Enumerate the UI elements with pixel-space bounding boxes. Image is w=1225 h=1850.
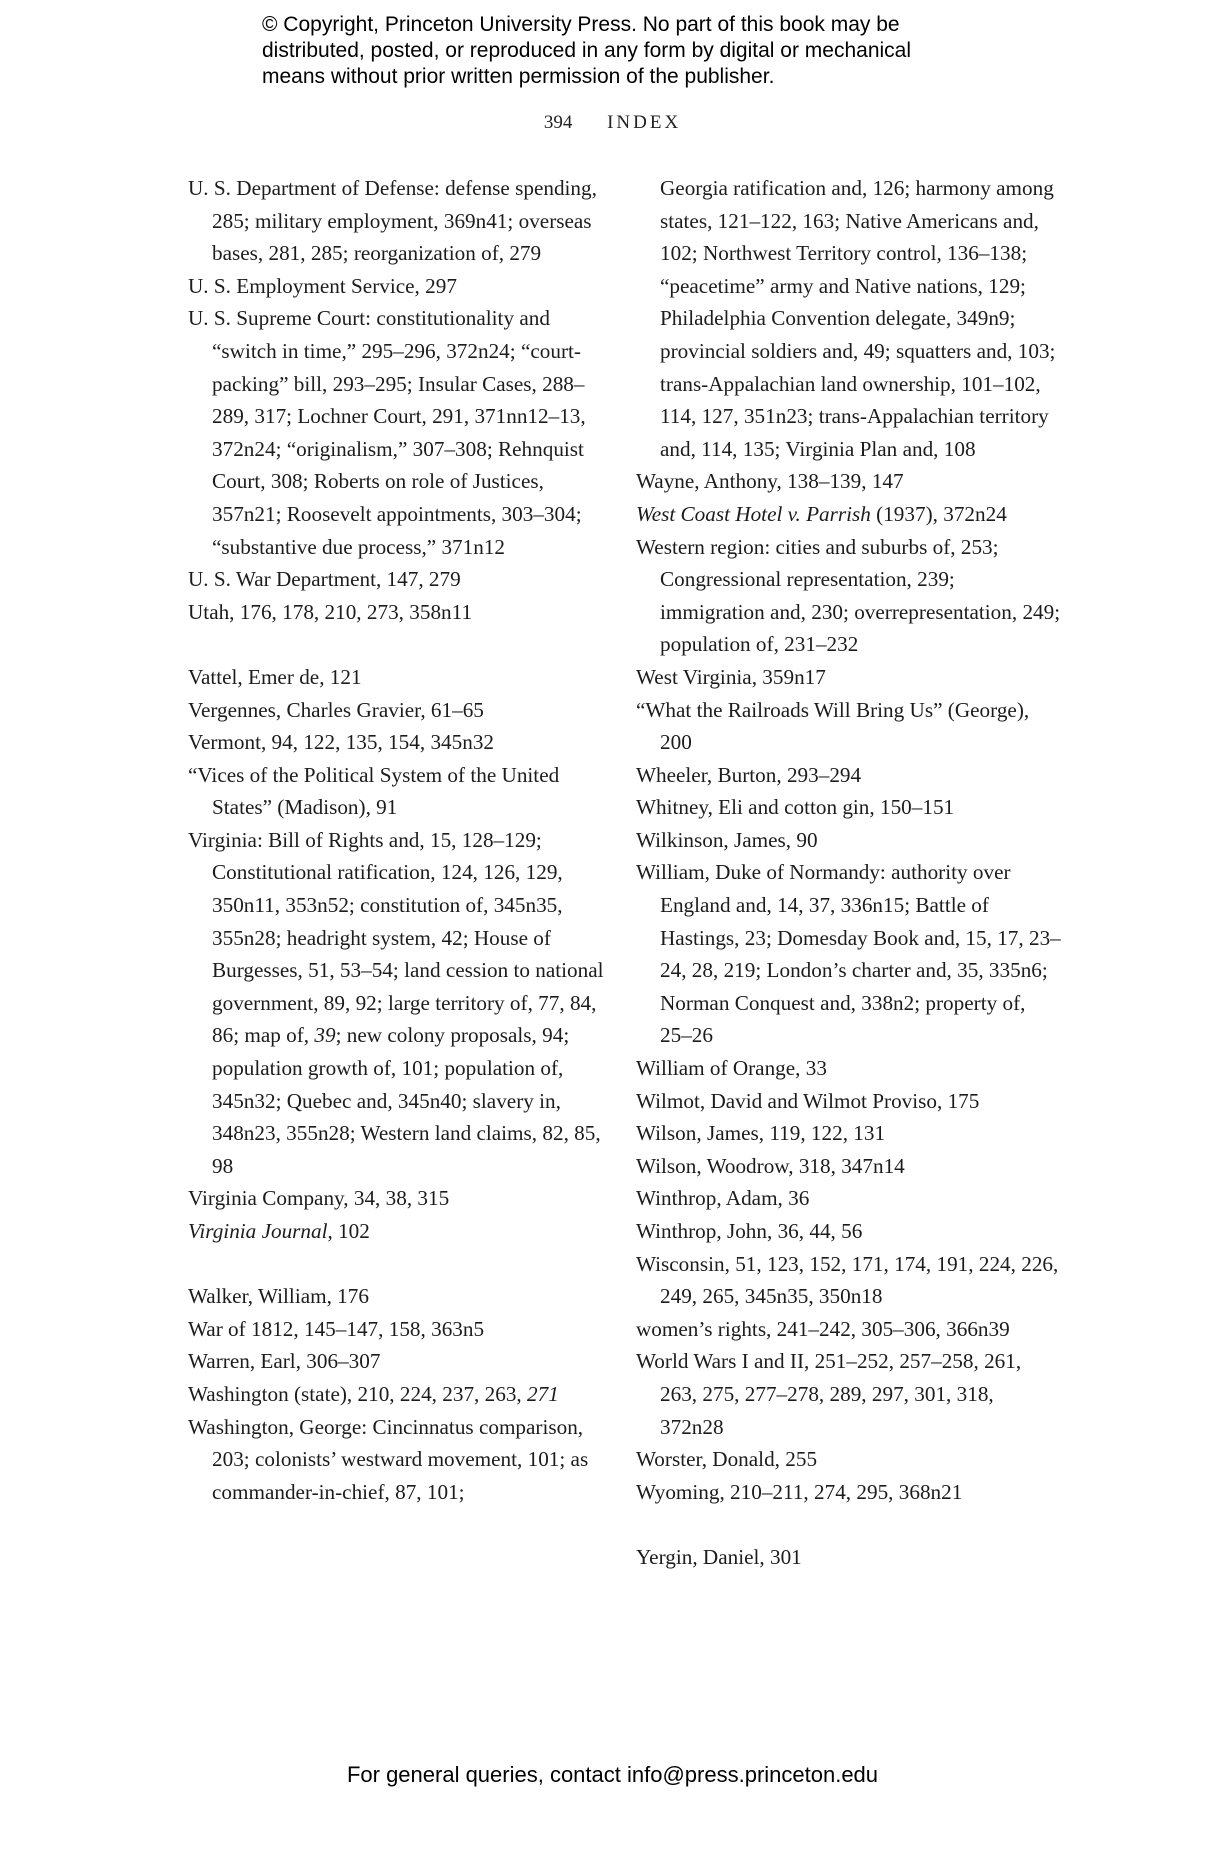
- index-entry-text: U. S. Department of Defense: defense spending, 285; military employment, 369n41; overseas bases, 281, 285; reorganization of, 279: [188, 176, 597, 266]
- index-entry-text: Vergennes, Charles Gravier, 61–65: [188, 697, 484, 722]
- index-entry: [188, 270, 613, 303]
- index-entry-text: women’s rights, 241–242, 305–306, 366n39: [636, 1316, 1010, 1341]
- index-entry-text: U. S. War Department, 147, 279: [188, 567, 461, 592]
- index-entry-text: “What the Railroads Will Bring Us” (George), 200: [636, 697, 1030, 755]
- letter-group-gap: [188, 1248, 613, 1281]
- index-entry: [636, 1215, 1061, 1248]
- index-entry: [636, 1052, 1061, 1085]
- index-entry-text: Warren, Earl, 306–307: [188, 1349, 381, 1374]
- index-entry: [636, 1248, 1061, 1313]
- index-entry: [636, 1476, 1061, 1509]
- index-entry: [188, 302, 613, 563]
- index-entry: [188, 1215, 613, 1248]
- index-entry-text: ; new colony proposals, 94; population growth of, 101; population of, 345n32; Quebec and, 345n40; slavery in, 348n23, 355n28; Western land claims, 82, 85, 98: [212, 1023, 601, 1178]
- index-entry: [188, 1280, 613, 1313]
- index-entry-text: Utah, 176, 178, 210, 273, 358n11: [188, 599, 473, 624]
- index-entry-text: Wheeler, Burton, 293–294: [636, 762, 862, 787]
- index-entry-text: Georgia ratification and, 126; harmony among states, 121–122, 163; Native Americans and, 102; Northwest Territory control, 136–138; “peacetime” army and Native nations, 129; Philadelphia Convention delegate, 349n9; provincial soldiers and, 49; squatters and, 103; trans-Appalachian land ownership, 101–102, 114, 127, 351n23; trans-Appalachian territory and, 114, 135; Virginia Plan and, 108: [660, 176, 1056, 461]
- index-entry: [188, 759, 613, 824]
- index-entry: [188, 824, 613, 1183]
- index-entry: [636, 1541, 1061, 1574]
- index-entry-continuation: [636, 172, 1061, 465]
- index-entry-text: Western region: cities and suburbs of, 253; Congressional representation, 239; immigration and, 230; overrepresentation, 249; population of, 231–232: [636, 534, 1061, 657]
- index-entry-text: Whitney, Eli and cotton gin, 150–151: [636, 795, 955, 820]
- copyright-notice: [262, 12, 1022, 90]
- index-entry-text: Wayne, Anthony, 138–139, 147: [636, 469, 904, 494]
- index-entry: [636, 856, 1061, 1052]
- index-entry: [188, 1345, 613, 1378]
- index-entry: [188, 563, 613, 596]
- index-entry: [636, 531, 1061, 661]
- index-entry-text: (1937), 372n24: [870, 501, 1007, 526]
- index-entry: [636, 1085, 1061, 1118]
- index-column-right: [636, 172, 1061, 1574]
- running-title: INDEX: [607, 112, 682, 133]
- index-entry: [636, 791, 1061, 824]
- index-entry-text: Vattel, Emer de, 121: [188, 664, 362, 689]
- index-entry-text: Walker, William, 176: [188, 1284, 369, 1309]
- index-entry-text: U. S. Employment Service, 297: [188, 273, 457, 298]
- index-entry-text: Virginia Company, 34, 38, 315: [188, 1186, 450, 1211]
- index-entry-italic-text: 39: [314, 1023, 336, 1048]
- index-entry-text: Wilmot, David and Wilmot Proviso, 175: [636, 1088, 980, 1113]
- index-entry-italic-text: West Coast Hotel v. Parrish: [636, 501, 871, 526]
- footer-contact: For general queries, contact info@press.princeton.edu: [346, 1762, 879, 1787]
- copyright-line: distributed, posted, or reproduced in any form by digital or mechanical: [262, 39, 912, 62]
- index-entry-text: West Virginia, 359n17: [636, 664, 826, 689]
- index-entry-text: Yergin, Daniel, 301: [636, 1544, 802, 1569]
- index-entry-text: Vermont, 94, 122, 135, 154, 345n32: [188, 730, 495, 755]
- page-number: 394: [543, 112, 573, 133]
- index-entry: [636, 759, 1061, 792]
- index-entry: [188, 1378, 613, 1411]
- index-entry: [636, 1150, 1061, 1183]
- index-entry: [636, 824, 1061, 857]
- index-entry: [188, 661, 613, 694]
- index-column-left: [188, 172, 613, 1508]
- index-entry-text: Wyoming, 210–211, 274, 295, 368n21: [636, 1479, 963, 1504]
- index-entry-text: Virginia: Bill of Rights and, 15, 128–129; Constitutional ratification, 124, 126, 129, 350n11, 353n52; constitution of, 345n35, 355n28; headright system, 42; House of Burgesses, 51, 53–54; land cession to national government, 89, 92; large territory of, 77, 84, 86; map of,: [188, 827, 604, 1048]
- index-entry: [636, 1313, 1061, 1346]
- index-entry: [636, 1117, 1061, 1150]
- index-entry: [188, 596, 613, 629]
- index-entry-italic-text: 271: [527, 1381, 559, 1406]
- index-entry-text: William, Duke of Normandy: authority over England and, 14, 37, 336n15; Battle of Hastings, 23; Domesday Book and, 15, 17, 23–24, 28, 219; London’s charter and, 35, 335n6; Norman Conquest and, 338n2; property of, 25–26: [636, 860, 1061, 1048]
- index-entry: [636, 1182, 1061, 1215]
- index-entry: [636, 1345, 1061, 1443]
- index-entry: [636, 694, 1061, 759]
- index-entry: [636, 1443, 1061, 1476]
- index-entry-text: , 102: [327, 1219, 370, 1243]
- index-entry: [636, 498, 1061, 531]
- copyright-line: means without prior written permission of the publisher.: [262, 65, 775, 88]
- index-entry-text: Worster, Donald, 255: [636, 1447, 818, 1472]
- index-entry-text: Wisconsin, 51, 123, 152, 171, 174, 191, 224, 226, 249, 265, 345n35, 350n18: [636, 1251, 1059, 1309]
- index-entry-text: William of Orange, 33: [636, 1056, 827, 1081]
- index-entry: [188, 726, 613, 759]
- index-entry-text: World Wars I and II, 251–252, 257–258, 261, 263, 275, 277–278, 289, 297, 301, 318, 372n28: [636, 1349, 1022, 1439]
- index-entry-text: Wilkinson, James, 90: [636, 827, 818, 852]
- index-entry: [188, 1182, 613, 1215]
- copyright-line: © Copyright, Princeton University Press. No part of this book may be: [262, 13, 900, 36]
- index-entry: [188, 1313, 613, 1346]
- index-entry: [188, 172, 613, 270]
- index-entry-text: “Vices of the Political System of the United States” (Madison), 91: [188, 762, 560, 820]
- index-entry-text: Wilson, Woodrow, 318, 347n14: [636, 1153, 905, 1178]
- index-entry-text: U. S. Supreme Court: constitutionality and “switch in time,” 295–296, 372n24; “court-packing” bill, 293–295; Insular Cases, 288–289, 317; Lochner Court, 291, 371nn12–13, 372n24; “originalism,” 307–308; Rehnquist Court, 308; Roberts on role of Justices, 357n21; Roosevelt appointments, 303–304; “substantive due process,” 371n12: [188, 306, 586, 559]
- index-entry: [636, 465, 1061, 498]
- index-entry: [188, 694, 613, 727]
- index-entry-text: Washington (state), 210, 224, 237, 263,: [188, 1381, 528, 1406]
- index-entry-text: Winthrop, John, 36, 44, 56: [636, 1219, 863, 1243]
- running-head: [0, 112, 1225, 134]
- index-entry: [188, 1411, 613, 1509]
- letter-group-gap: [636, 1508, 1061, 1541]
- index-entry-text: Washington, George: Cincinnatus comparison, 203; colonists’ westward movement, 101; as commander-in-chief, 87, 101;: [188, 1414, 589, 1504]
- index-entry-text: War of 1812, 145–147, 158, 363n5: [188, 1316, 485, 1341]
- index-entry: [636, 661, 1061, 694]
- letter-group-gap: [188, 628, 613, 661]
- index-entry-italic-text: Virginia Journal: [188, 1219, 328, 1243]
- index-entry-text: Winthrop, Adam, 36: [636, 1186, 810, 1211]
- index-entry-text: Wilson, James, 119, 122, 131: [636, 1121, 886, 1146]
